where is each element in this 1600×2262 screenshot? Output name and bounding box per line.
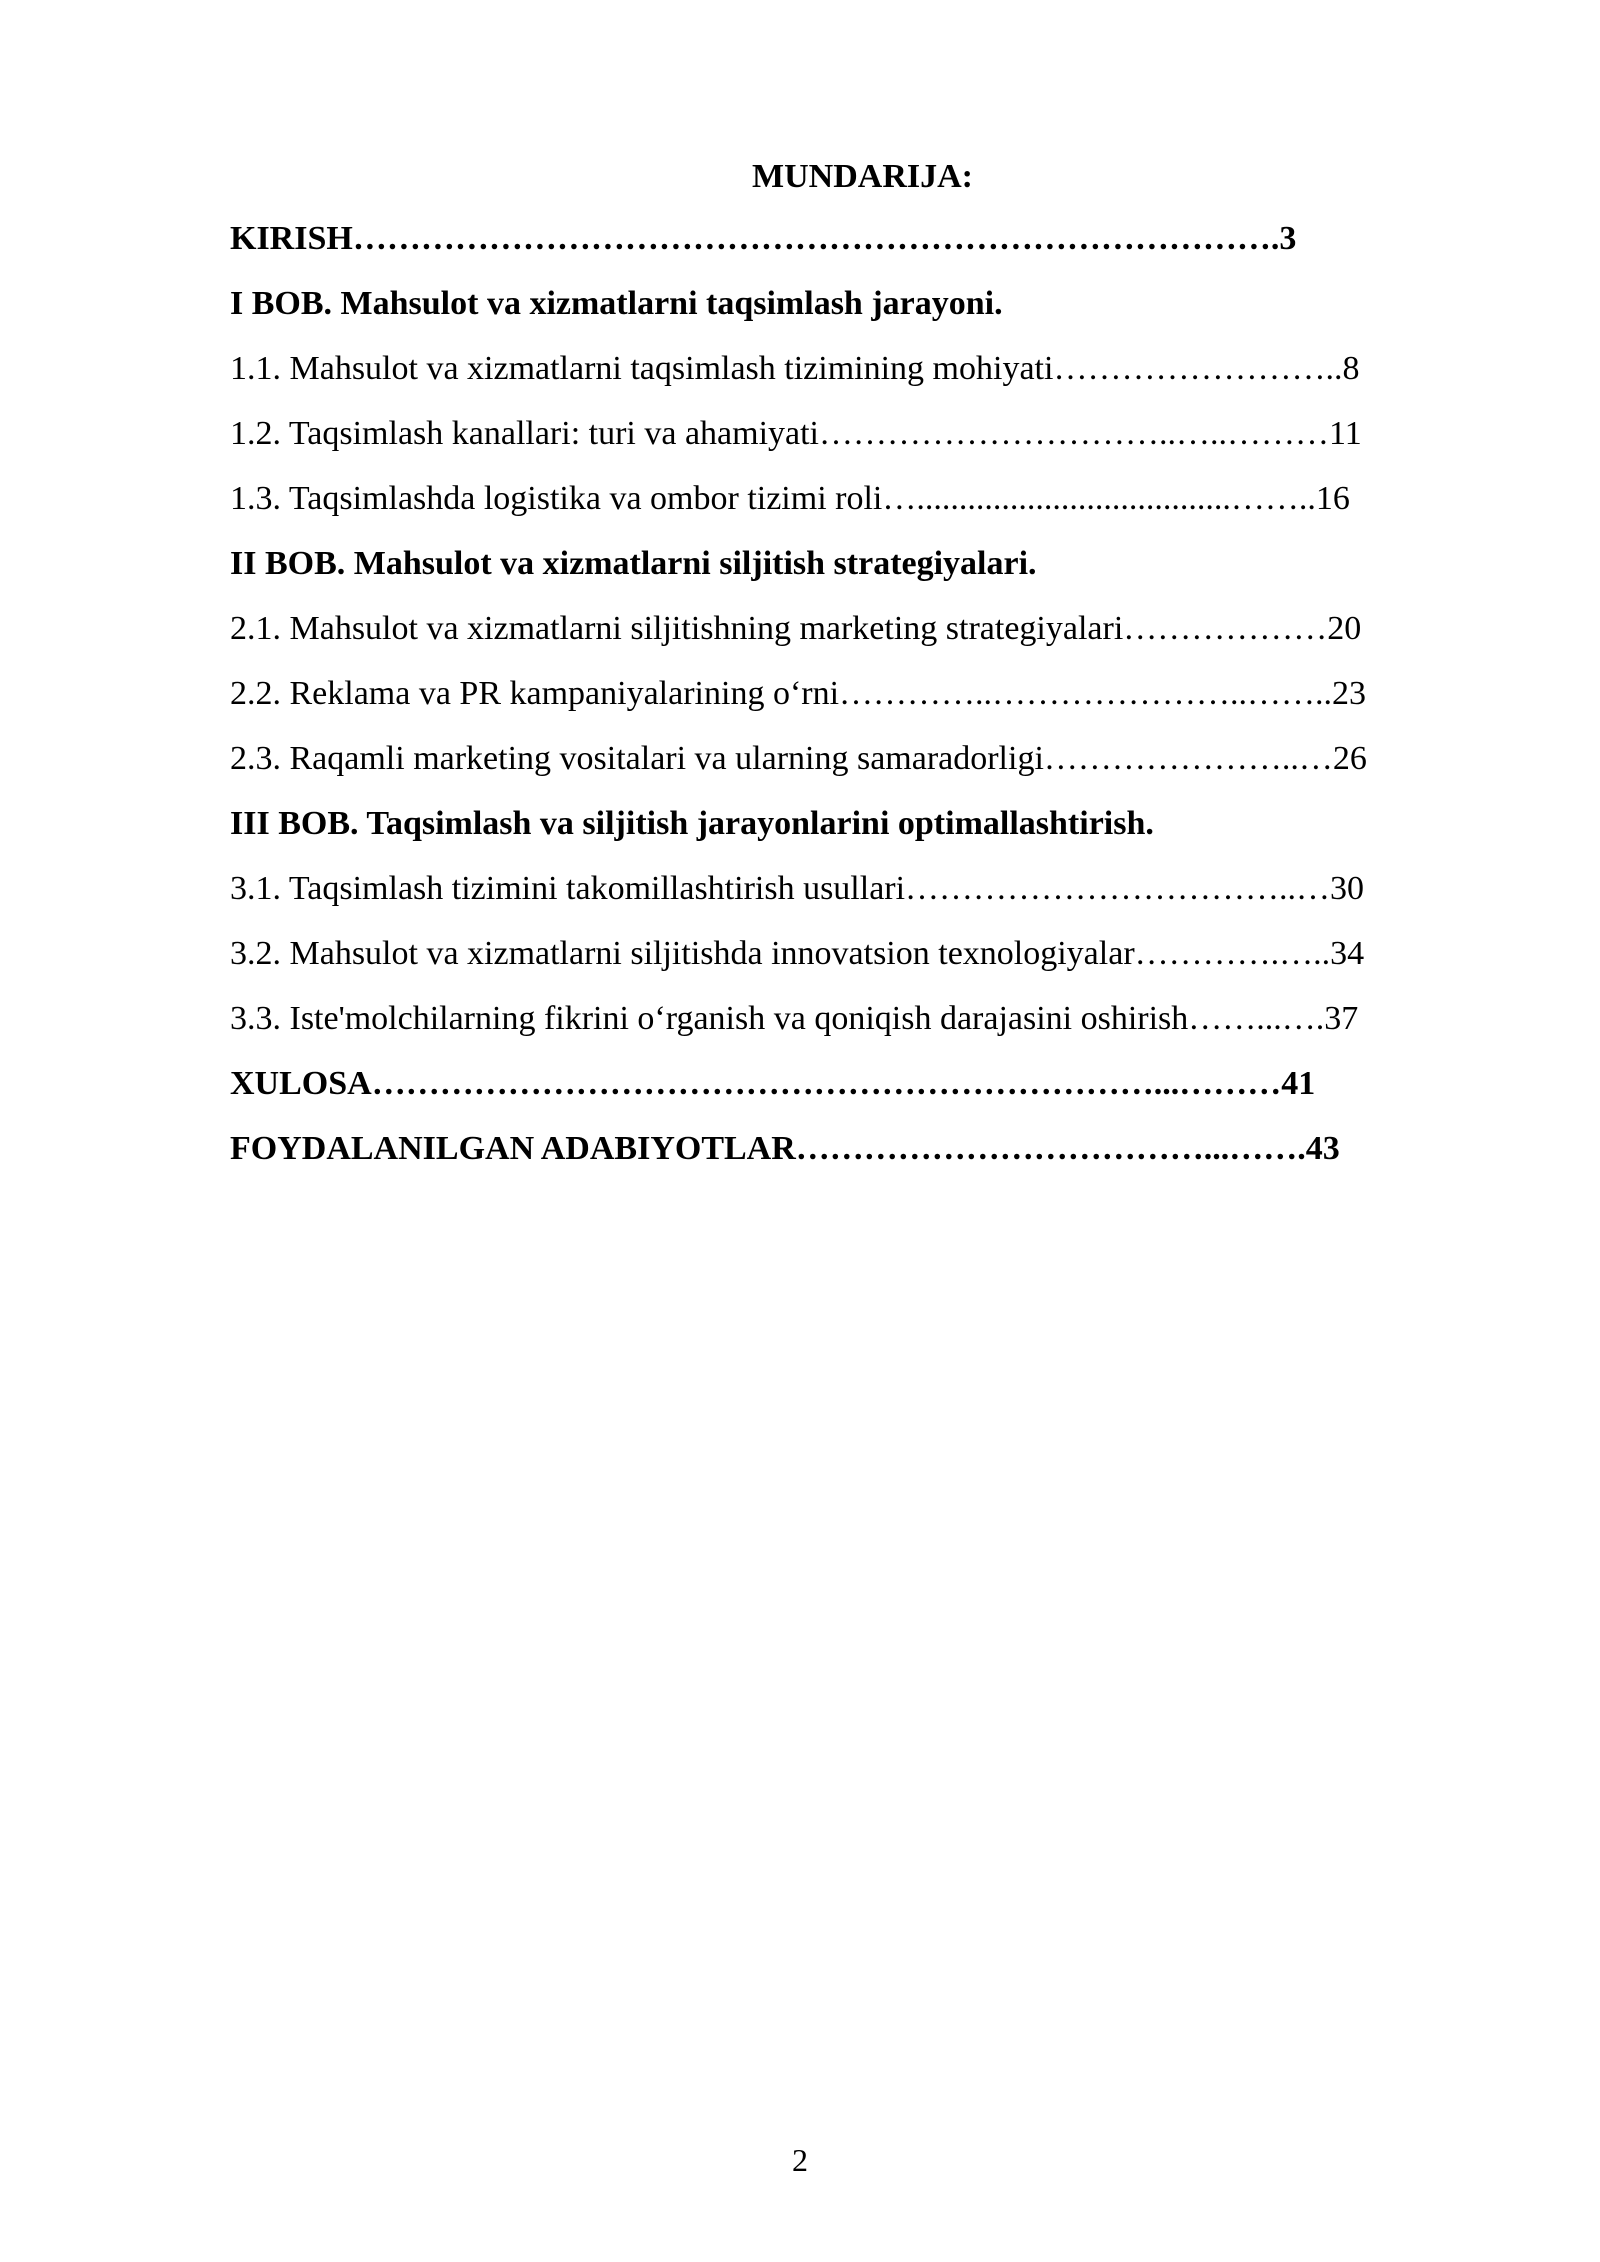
toc-subsection-entry: 1.1. Mahsulot va xizmatlarni taqsimlash tizimining mohiyati……………………..8 xyxy=(230,350,1360,387)
page-number: 2 xyxy=(792,2142,808,2178)
toc-heading-entry: FOYDALANILGAN ADABIYOTLAR………………………………...…….43 xyxy=(230,1130,1340,1167)
toc-subsection-entry: 2.1. Mahsulot va xizmatlarni siljitishning marketing strategiyalari………………20 xyxy=(230,610,1362,647)
toc-subsection-entry: 1.2. Taqsimlash kanallari: turi va ahamiyati…………………………..…..………11 xyxy=(230,415,1362,452)
toc-title: MUNDARIJA: xyxy=(752,158,973,195)
toc-subsection-entry: 3.1. Taqsimlash tizimini takomillashtirish usullari……………………………..…30 xyxy=(230,870,1365,907)
toc-subsection-entry: 2.3. Raqamli marketing vositalari va ularning samaradorligi…………………..…26 xyxy=(230,740,1367,777)
toc-subsection-entry: 3.3. Iste'molchilarning fikrini o‘rganish va qoniqish darajasini oshirish……...….37 xyxy=(230,1000,1359,1037)
toc-heading-entry: II BOB. Mahsulot va xizmatlarni siljitish strategiyalari. xyxy=(230,545,1037,582)
toc-heading-entry: XULOSA……………………………………………………………...………41 xyxy=(230,1065,1316,1102)
toc-subsection-entry: 3.2. Mahsulot va xizmatlarni siljitishda innovatsion texnologiyalar………….…..34 xyxy=(230,935,1365,972)
table-of-contents xyxy=(230,148,1495,1181)
toc-subsection-entry: 1.3. Taqsimlashda logistika va ombor tizimi roli….....................................……..16 xyxy=(230,480,1350,517)
toc-heading-entry: III BOB. Taqsimlash va siljitish jarayonlarini optimallashtirish. xyxy=(230,805,1154,842)
toc-heading-entry: I BOB. Mahsulot va xizmatlarni taqsimlash jarayoni. xyxy=(230,285,1003,322)
toc-heading-entry: KIRISH……………………………………………………………………….3 xyxy=(230,220,1297,257)
toc-subsection-entry: 2.2. Reklama va PR kampaniyalarining o‘rni…………..…………………..……..23 xyxy=(230,675,1367,712)
toc-entries xyxy=(230,206,1495,1181)
